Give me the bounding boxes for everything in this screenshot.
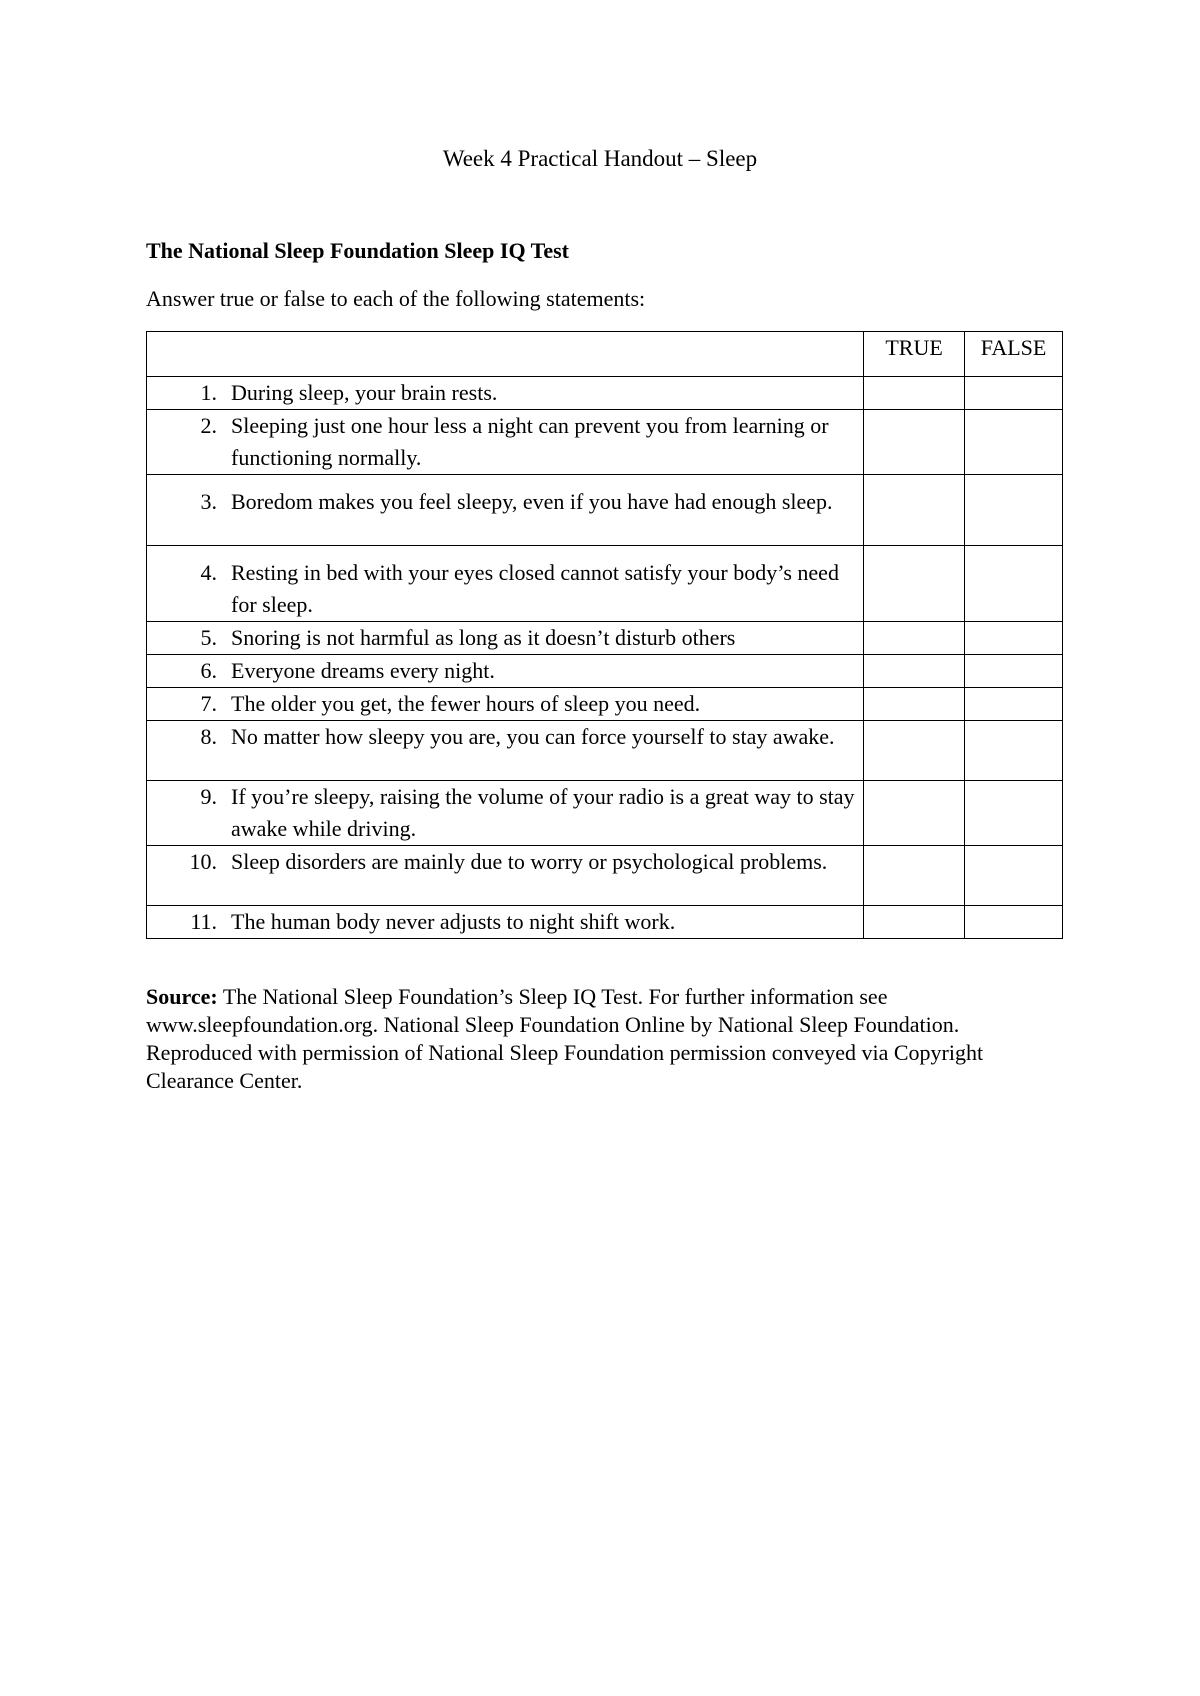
true-answer-cell[interactable] (864, 721, 965, 781)
item-number: 11. (190, 909, 217, 934)
false-answer-cell[interactable] (965, 781, 1063, 846)
item-statement: Sleep disorders are mainly due to worry or psychological problems. (231, 849, 828, 874)
source-text: The National Sleep Foundation’s Sleep IQ Test. For further information see www.sleepfoundation.org. National Sleep Foundation Online by National Sleep Foundation. Reproduced with permission of National Sleep Foundation permission conveyed via Copyright Clearance Center. (146, 984, 984, 1093)
false-answer-cell[interactable] (965, 655, 1063, 688)
item-number: 8. (200, 724, 217, 749)
item-statement: If you’re sleepy, raising the volume of your radio is a great way to stay awake while driving. (231, 784, 855, 841)
statement-cell (147, 781, 864, 846)
document-title: Week 4 Practical Handout – Sleep (442, 146, 758, 171)
statement-cell (147, 410, 864, 475)
true-answer-cell[interactable] (864, 688, 965, 721)
statement-cell (147, 906, 864, 939)
item-number: 9. (200, 784, 217, 809)
list-item (147, 486, 863, 518)
item-statement: Resting in bed with your eyes closed cannot satisfy your body’s need for sleep. (231, 560, 839, 617)
true-answer-cell[interactable] (864, 906, 965, 939)
item-statement: The older you get, the fewer hours of sleep you need. (231, 691, 701, 716)
statement-cell (147, 475, 864, 546)
table-row (147, 546, 1063, 622)
source-note (146, 983, 1066, 1095)
table-row (147, 655, 1063, 688)
false-answer-cell[interactable] (965, 846, 1063, 906)
list-item (147, 846, 863, 878)
item-number: 4. (200, 560, 217, 585)
list-item (147, 377, 863, 409)
statement-cell (147, 846, 864, 906)
false-column-header: FALSE (965, 332, 1063, 377)
false-answer-cell[interactable] (965, 721, 1063, 781)
item-statement: Snoring is not harmful as long as it doesn’t disturb others (231, 625, 736, 650)
statement-cell (147, 688, 864, 721)
true-answer-cell[interactable] (864, 475, 965, 546)
statement-cell (147, 622, 864, 655)
item-statement: The human body never adjusts to night shift work. (231, 909, 676, 934)
true-answer-cell[interactable] (864, 655, 965, 688)
table-row (147, 688, 1063, 721)
item-number: 5. (200, 625, 217, 650)
list-item (147, 721, 863, 753)
true-answer-cell[interactable] (864, 377, 965, 410)
item-statement: No matter how sleepy you are, you can force yourself to stay awake. (231, 724, 835, 749)
list-item (147, 655, 863, 687)
table-header-row (147, 332, 1063, 377)
statement-cell (147, 721, 864, 781)
table-row (147, 410, 1063, 475)
item-statement: Sleeping just one hour less a night can prevent you from learning or functioning normally. (231, 413, 829, 470)
true-answer-cell[interactable] (864, 622, 965, 655)
false-answer-cell[interactable] (965, 475, 1063, 546)
sleep-iq-table (146, 331, 1063, 939)
table-row (147, 622, 1063, 655)
true-answer-cell[interactable] (864, 781, 965, 846)
false-answer-cell[interactable] (965, 410, 1063, 475)
item-number: 7. (200, 691, 217, 716)
table-row (147, 475, 1063, 546)
statement-column-header (147, 332, 864, 377)
quiz-heading: The National Sleep Foundation Sleep IQ Test (146, 238, 569, 263)
quiz-instructions: Answer true or false to each of the following statements: (146, 286, 646, 311)
list-item (147, 557, 863, 621)
false-answer-cell[interactable] (965, 906, 1063, 939)
source-label: Source: (146, 984, 218, 1009)
statement-cell (147, 546, 864, 622)
true-answer-cell[interactable] (864, 546, 965, 622)
item-statement: Boredom makes you feel sleepy, even if you have had enough sleep. (231, 489, 833, 514)
statement-cell (147, 655, 864, 688)
item-statement: During sleep, your brain rests. (231, 380, 498, 405)
list-item (147, 622, 863, 654)
false-answer-cell[interactable] (965, 377, 1063, 410)
item-number: 3. (200, 489, 217, 514)
false-answer-cell[interactable] (965, 622, 1063, 655)
item-number: 10. (189, 849, 217, 874)
list-item (147, 410, 863, 474)
true-answer-cell[interactable] (864, 410, 965, 475)
table-row (147, 377, 1063, 410)
item-number: 2. (200, 413, 217, 438)
false-answer-cell[interactable] (965, 546, 1063, 622)
table-row (147, 721, 1063, 781)
list-item (147, 688, 863, 720)
true-column-header: TRUE (864, 332, 965, 377)
item-number: 1. (200, 380, 217, 405)
list-item (147, 781, 863, 845)
table-row (147, 906, 1063, 939)
list-item (147, 906, 863, 938)
statement-cell (147, 377, 864, 410)
table-row (147, 846, 1063, 906)
item-statement: Everyone dreams every night. (231, 658, 495, 683)
table-row (147, 781, 1063, 846)
true-answer-cell[interactable] (864, 846, 965, 906)
item-number: 6. (200, 658, 217, 683)
false-answer-cell[interactable] (965, 688, 1063, 721)
